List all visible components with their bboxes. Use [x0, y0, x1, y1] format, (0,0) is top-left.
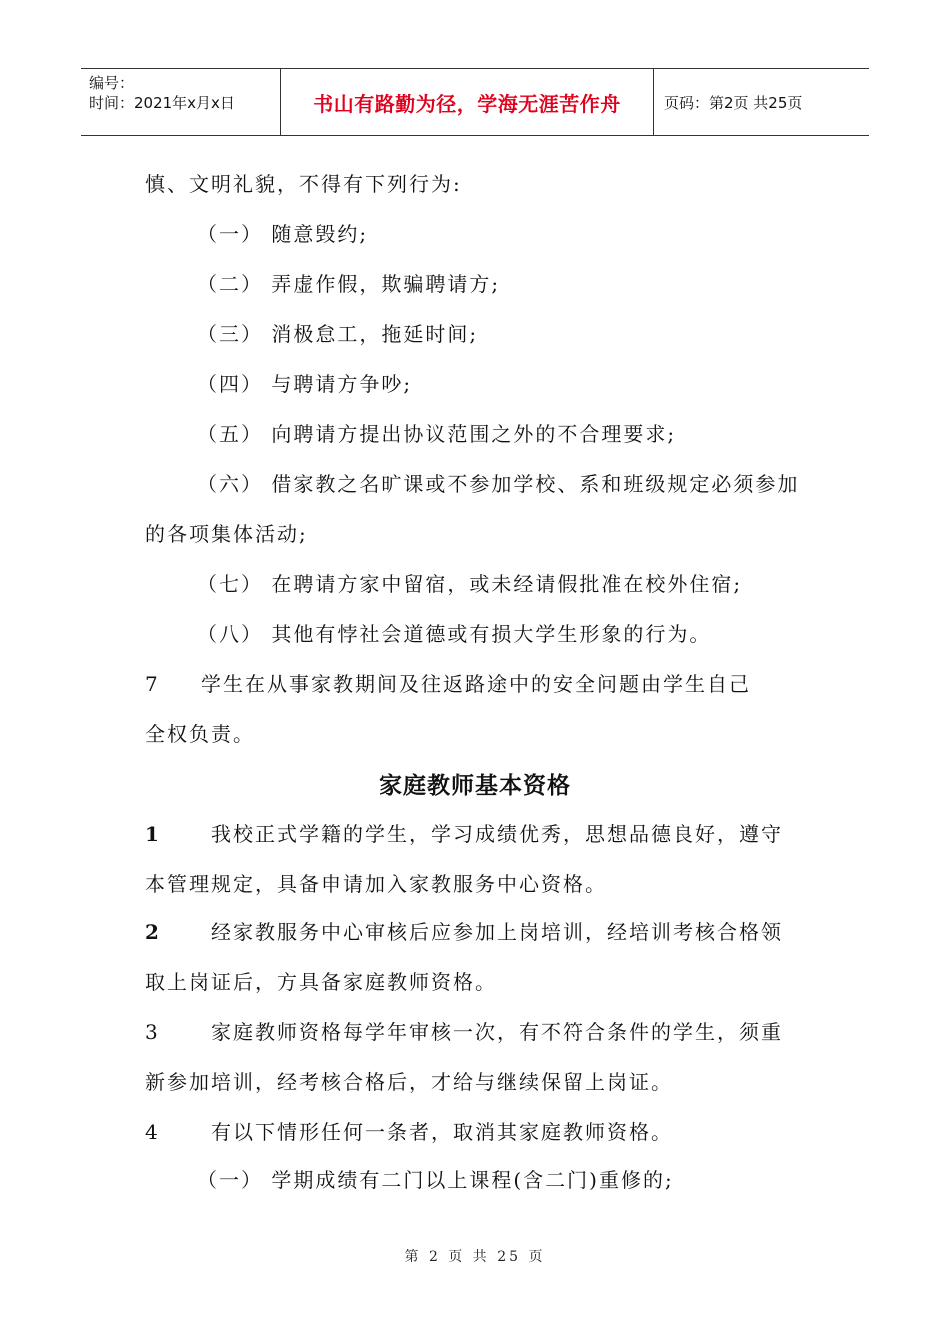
body-line: （三） 消极怠工，拖延时间; — [197, 322, 479, 346]
item-number: 7 — [145, 672, 160, 696]
item-number: 2 — [145, 920, 161, 944]
body-line: （六） 借家教之名旷课或不参加学校、系和班级规定必须参加 — [197, 472, 800, 496]
body-line: （七） 在聘请方家中留宿，或未经请假批准在校外住宿; — [197, 572, 743, 596]
body-line: （五） 向聘请方提出协议范围之外的不合理要求; — [197, 422, 677, 446]
body-line: 取上岗证后，方具备家庭教师资格。 — [145, 970, 497, 994]
body-line: （八） 其他有悖社会道德或有损大学生形象的行为。 — [197, 622, 712, 646]
item-number: 4 — [145, 1120, 160, 1144]
body-line: 学生在从事家教期间及往返路途中的安全问题由学生自己 — [201, 672, 751, 696]
body-line: 慎、文明礼貌，不得有下列行为: — [145, 172, 462, 196]
body-line: 我校正式学籍的学生，学习成绩优秀，思想品德良好，遵守 — [211, 822, 783, 846]
body-line: 的各项集体活动; — [145, 522, 308, 546]
body-line: 全权负责。 — [145, 722, 255, 746]
page-header — [81, 68, 869, 136]
item-number: 3 — [145, 1020, 160, 1044]
body-line: 新参加培训，经考核合格后，才给与继续保留上岗证。 — [145, 1070, 673, 1094]
doc-date-label: 时间：2021年x月x日 — [89, 94, 235, 112]
header-motto: 书山有路勤为径，学海无涯苦作舟 — [281, 69, 654, 135]
body-line: 本管理规定，具备申请加入家教服务中心资格。 — [145, 872, 607, 896]
page-footer: 第 2 页 共 25 页 — [404, 1249, 546, 1265]
body-line: （四） 与聘请方争吵; — [197, 372, 413, 396]
section-title: 家庭教师基本资格 — [379, 773, 571, 799]
header-meta — [81, 69, 281, 135]
body-line: 经家教服务中心审核后应参加上岗培训，经培训考核合格领 — [211, 920, 783, 944]
doc-number-label: 编号： — [89, 74, 135, 92]
header-page-info: 页码：第2页 共25页 — [664, 93, 803, 112]
item-number: 1 — [145, 822, 161, 846]
body-line: （二） 弄虚作假，欺骗聘请方; — [197, 272, 501, 296]
body-line: 家庭教师资格每学年审核一次，有不符合条件的学生，须重 — [211, 1020, 783, 1044]
body-line: （一） 随意毁约; — [197, 222, 369, 246]
body-line: （一） 学期成绩有二门以上课程(含二门)重修的; — [197, 1168, 674, 1192]
body-line: 有以下情形任何一条者，取消其家庭教师资格。 — [211, 1120, 673, 1144]
